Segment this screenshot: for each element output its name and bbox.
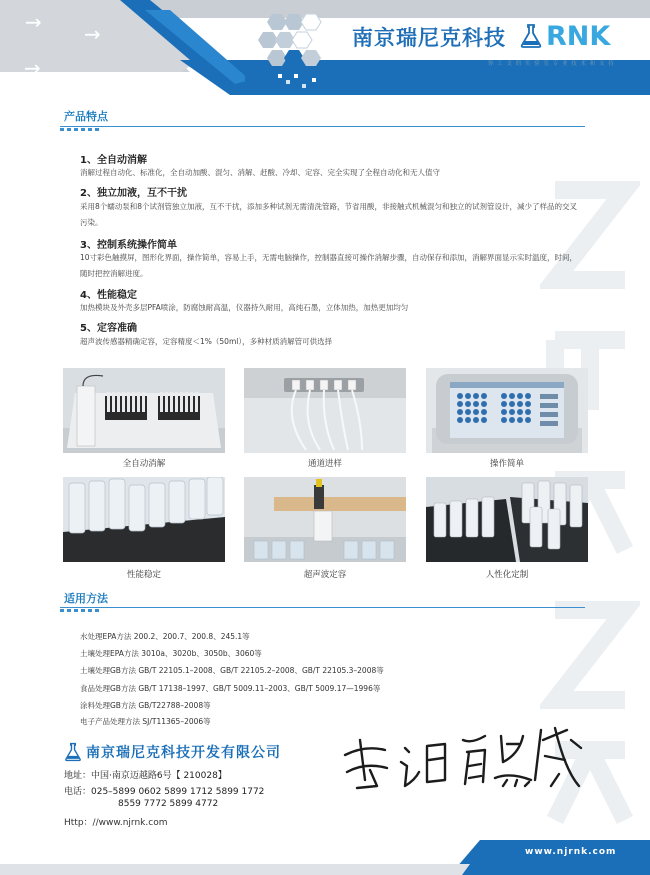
arrow-right-icon: → — [84, 22, 101, 46]
arrow-right-icon: → — [25, 10, 42, 34]
photo-channel-sampling — [244, 368, 406, 453]
flask-logo-icon — [64, 742, 82, 762]
section-divider-ticks — [60, 128, 140, 132]
tagline: 你 工 支 的 实 验 室 专 业 技 术 和 支 持 — [488, 61, 615, 67]
feature-heading: 5、定容准确 — [80, 323, 137, 334]
footer-bar — [0, 840, 650, 875]
photo-caption: 人性化定制 — [485, 570, 529, 580]
company-phone: 电话：025–5899 0602 5899 1712 5899 1772 — [64, 787, 265, 797]
feature-heading: 3、控制系统操作简单 — [80, 240, 177, 251]
methods-section-title: 适用方法 — [64, 592, 108, 605]
method-item: 水处理EPA方法 200.2、200.7、200.8、245.1等 — [80, 632, 250, 641]
company-address: 地址：中国·南京迈越路6号【 210028】 — [64, 771, 227, 781]
photo-digestion-instrument — [63, 368, 225, 453]
method-item: 涂料处理GB方法 GB/T22788–2008等 — [80, 701, 211, 710]
pixel-squares-decoration — [278, 72, 328, 92]
photo-caption: 超声波定容 — [303, 570, 347, 580]
method-item: 土壤处理GB方法 GB/T 22105.1–2008、GB/T 22105.2–2008、GB/T 22105.3–2008等 — [80, 666, 384, 675]
photo-caption: 性能稳定 — [126, 570, 161, 580]
rnk-logo — [520, 22, 610, 50]
photo-caption: 通道进样 — [307, 459, 342, 469]
photo-caption: 操作简单 — [489, 459, 524, 469]
footer-url[interactable]: www.njrnk.com — [525, 847, 617, 857]
section-divider — [60, 126, 585, 127]
company-phone-extra: 8559 7772 5899 4772 — [118, 799, 219, 809]
flask-logo-icon — [520, 23, 542, 49]
feature-heading: 4、性能稳定 — [80, 290, 137, 301]
photo-caption: 全自动消解 — [122, 459, 166, 469]
section-divider — [60, 607, 585, 608]
photo-custom-racks — [426, 477, 588, 562]
feature-text: 采用8个蠕动泵和8个试剂管独立加液，互不干扰，添加多种试剂无需清洗管路，节省用酸，非接触式机械混匀和独立的试剂管设计，减少了样品的交叉污染。 — [80, 202, 578, 227]
handwritten-signature — [335, 700, 585, 800]
feature-text: 超声波传感器精确定容，定容精度＜1%（50ml），多种材质消解管可供选择 — [80, 337, 333, 346]
feature-text: 消解过程自动化、标准化，全自动加酸、混匀、消解、赶酸、冷却、定容、完全实现了全程自动化和无人值守 — [80, 168, 440, 177]
section-divider-ticks — [60, 609, 140, 613]
method-item: 土壤处理EPA方法 3010a、3020b、3050b、3060等 — [80, 649, 262, 658]
logo-text: RNK — [546, 20, 611, 52]
company-website[interactable]: Http：//www.njrnk.com — [64, 818, 168, 828]
method-item: 电子产品处理方法 SJ/T11365–2006等 — [80, 717, 211, 726]
hexagon-cluster-icon — [258, 12, 328, 72]
photo-heating-block — [63, 477, 225, 562]
photo-ultrasonic-sensor — [244, 477, 406, 562]
method-item: 食品处理GB方法 GB/T 17138–1997、GB/T 5009.11–2003、GB/T 5009.17—1996等 — [80, 684, 381, 693]
photo-touchscreen — [426, 368, 588, 453]
feature-text: 10寸彩色触摸屏，图形化界面，操作简单，容易上手，无需电脑操作，控制器直接可操作消解步骤，自动保存和添加，消解界面显示实时温度，时间，随时把控消解进度。 — [80, 253, 578, 278]
brand-name: 南京瑞尼克科技 — [352, 26, 506, 50]
company-name: 南京瑞尼克科技开发有限公司 — [86, 745, 281, 761]
features-section-title: 产品特点 — [64, 110, 108, 123]
feature-heading: 2、独立加液，互不干扰 — [80, 188, 187, 199]
feature-text: 加热模块及外壳多层PFA喷涂，防腐蚀耐高温，仪器持久耐用，高纯石墨，立体加热，加热更加均匀 — [80, 303, 409, 312]
feature-heading: 1、全自动消解 — [80, 155, 147, 166]
arrow-right-icon: → — [24, 56, 41, 80]
